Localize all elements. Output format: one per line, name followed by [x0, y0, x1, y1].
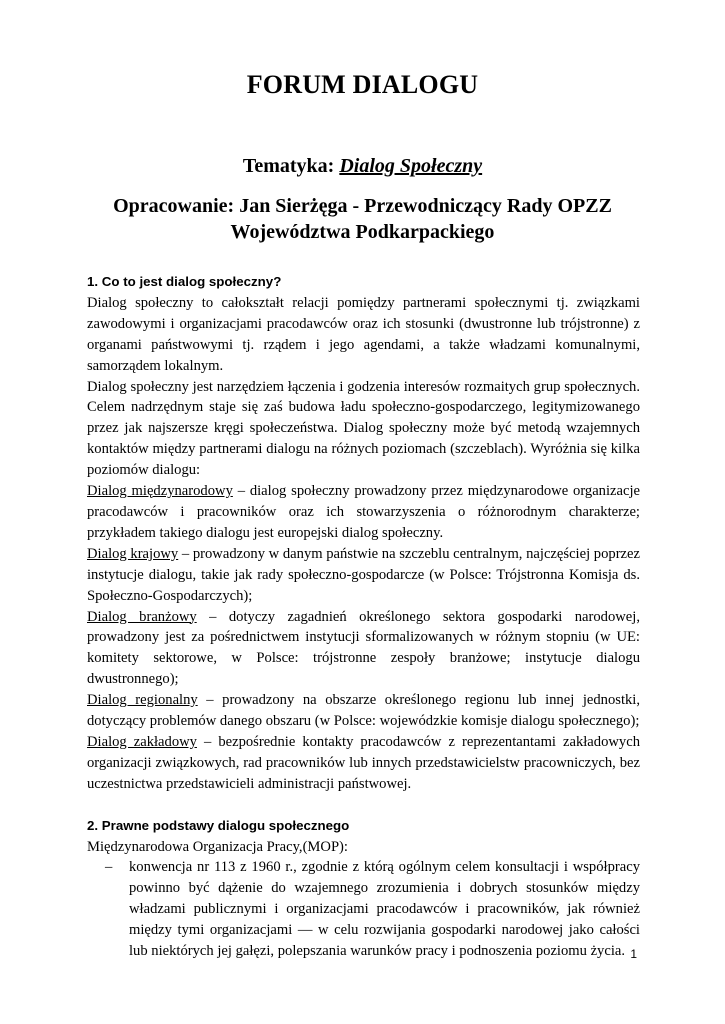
- page-number: 1: [630, 947, 637, 961]
- section-2-heading: 2. Prawne podstawy dialogu społecznego: [87, 817, 350, 833]
- document-title: FORUM DIALOGU: [246, 70, 479, 99]
- author-line-2: Województwa Podkarpackiego: [230, 221, 495, 243]
- dialog-level-item: [87, 607, 640, 691]
- author-block: [60, 193, 665, 245]
- topic-label: Tematyka:: [242, 155, 335, 177]
- document-body: [87, 272, 640, 962]
- dialog-level-term: Dialog regionalny: [87, 692, 198, 709]
- dialog-level-desc: – dialog społeczny prowadzony przez międzynarodowe organizacje pracodawców i pracowników oraz ich stowarzyszenia o różnorodnym charakterze; przykładem takiego dialogu jest europejski dialog społeczny.: [87, 483, 641, 541]
- dialog-level-term: Dialog krajowy: [87, 545, 179, 562]
- dialog-level-item: [87, 732, 640, 795]
- dialog-level-desc: – bezpośrednie kontakty pracodawców z reprezentantami zakładowych organizacji związkowych, rad pracowników lub innych przedstawicielstw pracowniczych, bez uczestnictwa przedstawicieli administracji państwowej.: [87, 733, 640, 792]
- dialog-level-desc: – dotyczy zagadnień określonego sektora gospodarki narodowej, prowadzony jest za pośrednictwem instytucji sformalizowanych w różnym stopniu (w UE: komitety sektorowe, w Polsce: trójstronne zespoły branżowe; instytucje dialogu dwustronnego);: [87, 608, 640, 688]
- topic-value: Dialog Społeczny: [339, 155, 483, 177]
- section-1-heading: 1. Co to jest dialog społeczny?: [87, 274, 282, 289]
- author-line-1: Opracowanie: Jan Sierżęga - Przewodniczący Rady OPZZ: [113, 195, 612, 217]
- dash-bullet-icon: –: [105, 859, 113, 876]
- section-2-intro: Międzynarodowa Organizacja Pracy,(MOP):: [87, 838, 348, 855]
- section-1-paragraph-2: Dialog społeczny jest narzędziem łączenia i godzenia interesów rozmaitych grup społecznych. Celem nadrzędnym staje się zaś budowa ładu społeczno-gospodarczego, legitymizowanego przez jak najszersze kręgi społeczeństwa. Dialog społeczny może być metodą wzajemnych kontaktów między partnerami dialogu na różnych poziomach (szczeblach). Wyróżnia się kilka poziomów dialogu:: [87, 378, 640, 479]
- dialog-level-item: [87, 690, 640, 732]
- dialog-level-desc: – prowadzony w danym państwie na szczeblu centralnym, najczęściej poprzez instytucje dialogu, takie jak rady społeczno-gospodarcze (w Polsce: Trójstronna Komisja ds. Społeczno-Gospodarczych);: [87, 545, 640, 604]
- section-1-paragraph-1: Dialog społeczny to całokształt relacji pomiędzy partnerami społecznymi tj. związkami zawodowymi i organizacjami pracodawców oraz ich stosunki (dwustronne lub trójstronne) z organami państwowymi tj. rządem i jego agendami, a także władzami komunalnymi, samorządem lokalnym.: [87, 294, 640, 374]
- section-spacer: [87, 795, 640, 816]
- topic-line: [0, 155, 725, 178]
- dialog-level-term: Dialog zakładowy: [87, 733, 197, 750]
- list-item-text: konwencja nr 113 z 1960 r., zgodnie z którą ogólnym celem konsultacji i współpracy powinno być dążenie do wzajemnego zrozumienia i dobrych stosunków między władzami publicznymi i organizacjami pracodawców i pracowników, jak również między tymi organizacjami — w celu rozwijania gospodarki narodowej jako całości lub niektórych jej gałęzi, polepszania warunków pracy i podnoszenia poziomu życia.: [129, 859, 640, 960]
- dialog-level-desc: – prowadzony na obszarze określonego regionu lub innej jednostki, dotyczący problemów danego obszaru (w Polsce: wojewódzkie komisje dialogu społecznego);: [87, 692, 640, 730]
- dialog-level-term: Dialog branżowy: [87, 608, 197, 625]
- dialog-level-item: [87, 481, 640, 544]
- dialog-level-term: Dialog międzynarodowy: [87, 483, 233, 500]
- dialog-level-item: [87, 544, 640, 607]
- list-item: [87, 857, 640, 962]
